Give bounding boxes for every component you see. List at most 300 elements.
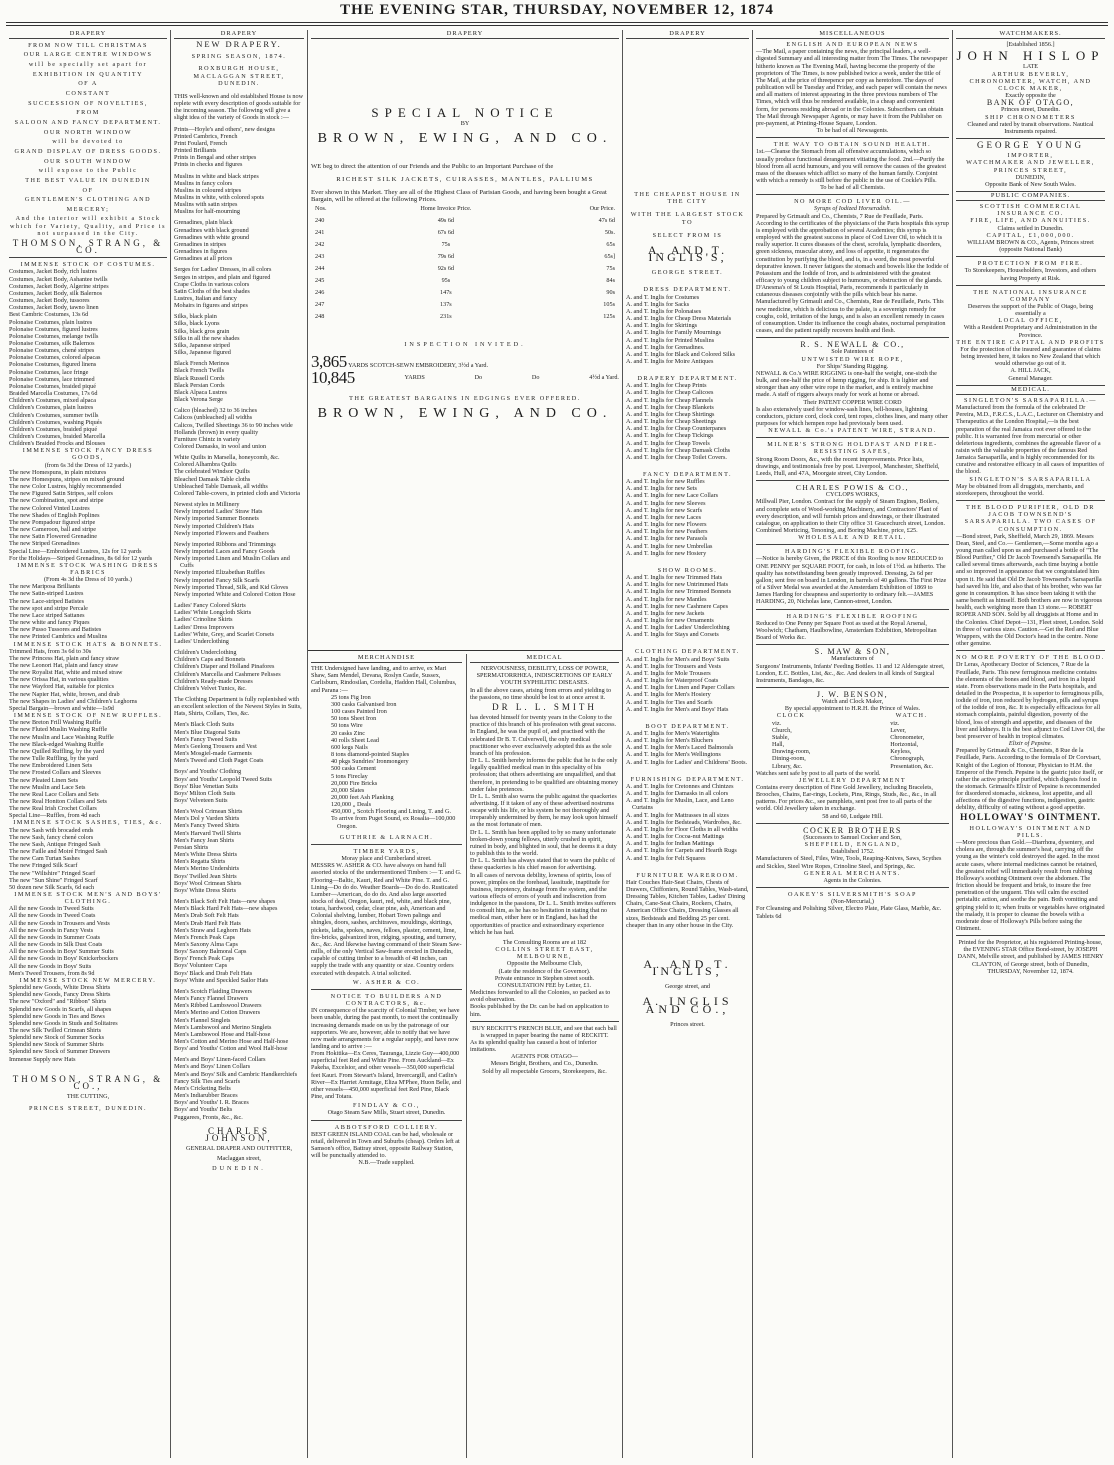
list-item: The new Silk Twilled Crimean Shirts — [9, 1026, 102, 1034]
list-item: The new Muslin and Lace Washing Ruffle — [9, 733, 114, 741]
list-item: A. and T. Inglis for new Scarfs — [626, 506, 703, 514]
list-item: The new Fluted Muslin Washing Ruffle — [9, 726, 108, 734]
list-item: Children's Braided Frocks and Blouses — [9, 440, 106, 448]
list-item: 300 casks Galvanised Iron — [331, 700, 397, 708]
list-item: A. and T. Inglis for Indian Mattings — [626, 840, 715, 848]
line-text: YARDS — [404, 373, 425, 381]
list-item: Splendid new Stock of Summer Shirts — [9, 1041, 104, 1049]
list-item: Polonaise Costumes, figured lustres — [9, 325, 98, 333]
ad-text: Dr L. L. Smith also warns the public against the quackeries advertising. If it taken of any of these advertised nostrums escape with his life, or his system be not thoroughly and irreparably undermined by them, he may look upon himself as the most fortunate of men. — [470, 792, 618, 829]
list-item: The new Black-edged Washing Ruffle — [9, 740, 104, 748]
ad-text: WILLIAM BROWN & CO., Agents, Princes street (opposite National Bank) — [967, 238, 1094, 254]
section-title: IMMENSE STOCK MEN'S AND BOYS' CLOTHING. — [14, 891, 162, 906]
ad-note: To be had of all Chemists. — [820, 184, 885, 192]
list-item: A. and T. Inglis for Mole Trousers — [626, 669, 711, 677]
address: MACLAGGAN STREET, DUNEDIN. — [193, 72, 285, 87]
list-item: Men's Harvard Twill Shirts — [174, 829, 242, 837]
ad-text: —Bond street, Park, Sheffield, March 29, 1869. Messrs Dean, Steel, and Co.— Gentlemen,—Some months ago a young man called upon us and purchased a bottle of "The Blood Purifier," Old Dr Jacob Townsend's Sarsaparilla. He called several times afterwards, each time buying a bottle and so improved in appearance that we congratulated him upon it. He said that Old Dr Jacob Townsend's Sarsaparilla had saved his life, and also that of his brother, who was far gone in consumption. It has since been taking it with the same benefit as himself. Both brothers are now in vigorous health, each weighing more than 13 stone.— ROBERT ROPER AND SON. Sold by all druggists at Home and in the Colonies. Chief Depot—131, Fleet street, London. Sold in three of various sizes. Caution.—Get the Red and Blue Wrappers, with the Old Doctor's head in the centre. None other genuine. — [956, 532, 1104, 648]
goods-list — [9, 827, 167, 891]
ad-text: Medicines forwarded to all the Colonies, so packed as to avoid observation. — [470, 989, 611, 1004]
list-item: Grenadines in figures — [174, 248, 228, 256]
list-item: The new Faille and Moiré Fringed Sash — [9, 848, 108, 856]
list-item: A. and T. Inglis for new Ornaments — [626, 616, 714, 624]
notice-line: GRAND DISPLAY OF DRESS GOODS. — [14, 147, 162, 155]
department-title: BOOT DEPARTMENT. — [645, 722, 730, 730]
list-item: Men's Merino and Cotton Drawers — [174, 1009, 261, 1017]
list-item: viz. — [890, 719, 900, 727]
ad-text: Prepared by Grimault and Co., Chemists, 7 Rue de Feuillade, Paris. According to the certificates of the physicians of the Paris hospitals this syrup is employed with the approbation of several Academies; this syrup is employed with the greatest success in place of Cod Liver Oil, to which it is really superior. It cures diseases of the chest, scrofula, lymphatic disorders, green sickness, muscular atony, and loss of appetite, it regenerates the constitution by purifying the blood, and is, in a word, the most powerful depurative known. It never fatigues the stomach and bowels like the Iodide of Potassium and the Iodide of Iron, and is administered with the greatest efficacy to young children subject to humours, or obstruction of the glands. D'Anesma's of St Louis Hospital, Paris, recommends it particularly in cutaneous diseases conjointly with the pills which bear his name. Manufactured by Grimault and Co., Chemists, Rue de Feuillade, Paris. This new medicine, which is delicious to the palate, is a sovereign remedy for coughs, cold, irritation of the lungs, and is also an excellent remedy in cases of consumption. Under its influence the cough abates, nocturnal perspiration ceases, and the patient rapidly recovers health and flesh. — [756, 212, 949, 335]
list-item: Best Cambric Costumes, 13s 6d — [9, 311, 89, 319]
firm-name: BROWN, EWING, AND CO. — [317, 131, 613, 147]
column-header: MERCHANDISE — [311, 654, 462, 663]
established: [Established 1856.] — [1006, 41, 1055, 49]
column-header: DRAPERY — [311, 30, 619, 39]
ad-text: Surgeons' Instruments, Infants' Feeding Bottles. 11 and 12 Aldersgate street, London, E.C. Bottles, List, &c., &c. And dealers in all kinds of Surgical Instruments, Bandages, &c. — [756, 662, 945, 684]
list-item: Men's Lambswool Hose and Half-hose — [174, 1030, 271, 1038]
list-item: The new Lace striped Sattanes — [9, 611, 85, 619]
list-item: A. and T. Inglis for Black and Colored Silks — [626, 350, 736, 358]
ad-subtitle: Manufacturers of — [831, 655, 874, 663]
section-title: IMMENSE STOCK WASHING DRESS FABRICS — [17, 561, 159, 576]
list-item: Colored Damasks, in wool and union — [174, 442, 267, 450]
list-item: The new Breton Frill Washing Ruffle — [9, 719, 102, 727]
department-list — [626, 730, 749, 766]
ad-subtitle: FIRE, LIFE, AND ANNUITIES. — [970, 217, 1091, 225]
list-item: Calicos (unbleached) all widths — [174, 414, 253, 422]
list-item: Prints in Bengal and other stripes — [174, 154, 257, 162]
list-item: Men's Indiarubber Braces — [174, 1092, 238, 1100]
list-item: Hollands (brown) in every quality — [174, 428, 259, 436]
ad-text: Reduced to One Penny per Square Foot as used at the Royal Arsenal, Woolwich; Chatham, Haulbowline, Amsterdam Exhibition, Metropolitan Board of Works &c. — [756, 619, 937, 642]
department-title: CLOTHING DEPARTMENT. — [635, 648, 740, 656]
goods-list — [174, 768, 304, 804]
ad-title: WITH THE LARGEST STOCK TO — [630, 211, 745, 226]
col-header: Our Price. — [589, 205, 615, 213]
price-cell: 243 — [315, 253, 325, 261]
goods-list — [174, 808, 304, 894]
list-item: Men's Fancy Flannel Drawers — [174, 995, 249, 1003]
list-item: Splendid new Stock of Summer Drawers — [9, 1048, 111, 1056]
list-item: Silks, Japanese figured — [174, 349, 231, 357]
ad-text: has devoted himself for twenty years in the Colony to the practice of this branch of his profession with great success. In England, he was the pupil of, and practised with the celebrated Dr B. T. Culverwell, the only medical practitioner who ever exclusively adopted this as the sole branch of his profession. — [470, 714, 617, 757]
list-item: Puggarees, Fronts, &c., &c. — [174, 1113, 243, 1121]
price-cell: 95s — [441, 277, 451, 285]
department-list — [626, 656, 749, 713]
ad-subtitle: LOCAL OFFICE, — [998, 317, 1063, 325]
list-item: Newly imported Laces and Fancy Goods — [174, 548, 276, 555]
line-text: YARDS SCOTCH-SEWN EMBROIDERY, 3½d a Yard. — [348, 362, 489, 370]
notice-line: GENTLEMEN'S CLOTHING AND — [24, 196, 152, 204]
list-item: Men's Straw and Leghorn Hats — [174, 926, 251, 934]
column-header: MEDICAL — [470, 654, 619, 663]
list-item: The new Tulle Ruffling, by the yard — [9, 755, 99, 763]
rooms-line: The Consulting Rooms are at 182 — [502, 938, 587, 946]
list-item: Children's Marcella and Cashmere Pelisses — [174, 670, 281, 678]
ad-title: HARDING'S FLEXIBLE ROOFING — [786, 612, 919, 620]
goods-list — [174, 988, 304, 1052]
ad-text: Manufactured from the formula of the celebrated Dr Pereira, M.D., F.R.C.S., L.A.C., Lecturer on Chemistry and Therapeutics at the London Hospital,—is the best preparation of the real Jamaica root ever offered to the public. It is warranted free from mercurial or other deleterious ingredients, combines the agreeable flavor of a raisin with the valuable properties of the famous Red Jamaica Sarsaparilla, and is highly recommended for its curative and restorative efficacy in all cases of impurities of the blood. — [956, 404, 1105, 476]
price-row — [311, 287, 619, 299]
notice-line: will be specially set apart for — [28, 60, 148, 68]
list-item: Newly imported Linen and Muslin Collars and Cuffs — [174, 555, 290, 570]
ad-title: OAKEY'S SILVERSMITH'S SOAP — [787, 891, 918, 899]
list-item: Colored Alhambra Quilts — [174, 461, 237, 469]
ad-text: —More precious than Gold.—Diarrhœa, dysentery, and cholera are, through the summer's heat, carrying off the young as the winter's cold destroyed the aged. In the most acute cases, where internal medicines cannot be retained, the greatest relief will immediately result from rubbing Holloway's soothing Ointment over the abdomen. The friction should be frequent and brisk, to insure the free penetration of the unguent. This will calm the excited peristaltic action, and soothe the pain. Both vomiting and griping yield to it; when fruits or vegetables have originated the malady, it is proper to cleanse the bowels with a moderate dose of Holloway's Pills before using the Ointment. — [956, 839, 1105, 932]
list-item: Special Line—Embroidered Lustres, 12s for 12 yards — [9, 547, 142, 555]
list-item: Boys' and Youths' Clothing — [174, 768, 242, 776]
list-item: 8 tons diamond-pointed Staples — [331, 751, 410, 759]
section-title: IMMENSE STOCK SASHES, TIES, &c. — [13, 819, 163, 827]
ad-title: SINGLETON'S SARSAPARILLA — [969, 475, 1092, 483]
list-item: Newly imported Summer Bonnets — [174, 515, 259, 523]
list-item: The new Real Lace Collars and Sets — [9, 790, 99, 798]
notice-line: will be devoted to — [52, 138, 124, 146]
list-item: Children's Velvet Tunics, &c. — [174, 684, 247, 692]
list-item: 20,000 Fire Bricks — [331, 779, 378, 787]
street: GEORGE STREET. — [651, 269, 724, 277]
notice-line: MERCERY; — [66, 205, 110, 213]
ad-title: COCKER BROTHERS — [803, 825, 902, 835]
list-item: Men's Regatta Shirts — [174, 858, 226, 866]
ad-subtitle: Moray place and Cumberland street. — [341, 855, 432, 863]
list-item: Chronograph, — [890, 755, 925, 763]
price-row — [311, 227, 619, 239]
signature: W. ASHER & CO. — [352, 978, 421, 986]
list-item: Keyless, — [890, 748, 912, 756]
ad-subtitle: Established 1752. — [830, 848, 875, 856]
list-item: Men's Mosgiel-made Garments — [174, 750, 252, 758]
imprint: Printed for the Proprietor, at his registered Printing-house, the EVENING STAR Office Bond-street, by JOSEPH DANN, Melville street, and published by JAMES HENRY CLAYTON, of George street, both of Dunedin, THURSDAY, November 12, 1874. — [957, 939, 1104, 975]
trade-title: CHRONOMETER, WATCH, AND CLOCK MAKER, — [969, 77, 1092, 92]
ad-text: —The Mail, a paper containing the news, the principal leaders, a well-digested Summary and all interesting matter from The Times. The newspaper hitherto known as The Evening Mail, having become the property of the proprietors of The Times, is now published twice a week, under the title of The Mail, at the price of threepence per copy as heretofore. The days of publication will be Tuesday and Friday, and each paper will contain the news and all matters of interest appearing in the three previous numbers of The Times, which will thus be rendered available, in a cheap and convenient form, for persons residing abroad or in the Colonies. Subscribers can obtain The Mail through Newspaper Agents, or may have it from the Publisher on pre-payment, at Printing-House Square, London. — [756, 48, 948, 127]
notice-line: OUR SOUTH WINDOW — [44, 157, 132, 165]
list-item: The new Muslin and Lace Sets — [9, 783, 86, 791]
list-item: Lever, — [890, 726, 906, 734]
list-item: Polonaise Costumes, lace trimmed — [9, 375, 95, 383]
ad-title: THE CHEAPEST HOUSE IN THE CITY — [634, 191, 741, 206]
list-item: The new Pompadour figured stripe — [9, 518, 96, 526]
ad-title: NOTICE TO BUILDERS AND CONTRACTORS, &c. — [330, 992, 443, 1008]
department-title: DRAPERY DEPARTMENT. — [637, 375, 738, 383]
column-watchmakers — [953, 30, 1108, 1458]
ad-text: BEST GREEN ISLAND COAL can be had, wholesale or retail, delivered in Town and Suburbs (cheap). Orders left at Samson's office, Battray street, opposite Railway Station, will be punctually attended to. — [311, 1130, 460, 1160]
section-subtitle: (From 4s 3d the Dress of 10 yards.) — [44, 576, 132, 584]
department-title: FANCY DEPARTMENT. — [642, 471, 733, 478]
masthead: THE EVENING STAR, THURSDAY, NOVEMBER 12, 1874 — [340, 2, 774, 18]
goods-list — [174, 649, 304, 692]
list-item: A. and T. Inglis for Waterproof Coats — [626, 677, 719, 685]
windows-notice — [9, 42, 167, 237]
list-item: A. and T. Inglis for Cocoa-nut Mattings — [626, 833, 725, 841]
list-item: The new Cam Turtan Sashes — [9, 855, 80, 863]
list-item: The new Lace-striped Batistes — [9, 597, 85, 605]
department-list — [626, 574, 749, 638]
line-text: Do — [474, 373, 483, 381]
list-item: The new Sash with brocaded ends — [9, 826, 94, 834]
list-item: Prints—Hoyle's and others', new designs — [174, 125, 276, 133]
ad-agents: Messrs Bright, Brothers, and Co., Dunedin. — [490, 1060, 599, 1068]
list-item: 20 casks Zinc — [331, 729, 366, 737]
list-item: Children's Costumes, summer twills — [9, 411, 99, 419]
list-item: Muslins in coloured stripes — [174, 186, 242, 194]
ad-subtitle: Syrups of Iodized Horseradish. — [814, 205, 891, 213]
ad-subtitle: Elixir of Pepsine. — [1008, 740, 1053, 748]
goods-line: RICHEST SILK JACKETS, CUIRASSES, MANTLES, PALLIUMS — [336, 175, 594, 183]
ad-title: R. S. NEWALL & CO., — [800, 340, 905, 350]
price-cell: 105s — [603, 301, 615, 309]
list-item: 20,000 feet Ash Planking — [331, 793, 394, 801]
list-item: Boys' and Youths' Belts — [174, 1106, 233, 1114]
list-item: A. and T. Inglis for Skirtings — [626, 322, 698, 330]
watch-column — [890, 712, 933, 769]
bank-name: BANK OF OTAGO, — [986, 98, 1075, 108]
list-item: Muslins in fancy colors — [174, 179, 233, 187]
ad-title: MILNER'S STRONG HOLDFAST AND FIRE-RESISTING SAFES, — [767, 441, 938, 456]
department-title: DRESS DEPARTMENT. — [643, 286, 732, 294]
list-item: Polonaise Costumes, plain lustres — [9, 318, 93, 326]
firm-name: CHARLES JOHNSON, — [205, 1125, 273, 1143]
line-text: Do — [531, 373, 540, 381]
list-item: Children's Costumes, mixed alpaca — [9, 397, 97, 405]
ad-text: Watches sent safe by post to all parts of the world. — [756, 769, 881, 777]
list-item: 50 tons Wire — [331, 722, 363, 730]
goods-list — [9, 469, 167, 562]
firm-city: DUNEDIN. — [212, 1165, 266, 1173]
list-item: Grenadines, plain black — [174, 219, 233, 227]
list-item: Grenadines at all prices — [174, 255, 233, 263]
list-item: A. and T. Inglis for Cheap Sheetings — [626, 418, 717, 426]
list-item: Costumes, Jacket Body, Ashantee twills — [9, 275, 108, 283]
list-item: A. and T. Inglis for Men's Hosiery — [626, 691, 711, 699]
by-label: BY — [460, 120, 470, 128]
column-header: DRAPERY — [626, 30, 749, 39]
list-item: A. and T. Inglis for new Jackets — [626, 609, 705, 617]
firm-subtitle: THE CUTTING, — [66, 1093, 110, 1101]
list-item: Silks in all the new shades — [174, 334, 240, 342]
list-item: Boys' Wool Crimean Shirts — [174, 879, 242, 887]
column-header: DRAPERY — [9, 30, 167, 39]
list-item: Boys' Blue Venetian Suits — [174, 782, 239, 790]
list-item: Silks, black Lyons — [174, 320, 220, 328]
list-item: All the new Goods in Silk Dust Coats — [9, 941, 103, 949]
late-label: LATE — [1022, 63, 1039, 71]
list-item: Boys' White Dress Shirts — [174, 886, 237, 894]
list-item: Men's Tweed and Cloth Paget Coats — [174, 757, 264, 765]
signature: A. HILL JACK, — [1010, 367, 1051, 375]
list-item: Silks, Japanese striped — [174, 341, 230, 349]
list-item: Muslins in white and black stripes — [174, 172, 259, 180]
list-item: Printed Cambrics, French — [174, 132, 238, 140]
list-item: The new Combination, spot and stripe — [9, 497, 104, 505]
list-item: Men's and Boys' Linen-faced Collars — [174, 1056, 266, 1064]
price-cell: 79s 6d — [437, 253, 455, 261]
list-item: Boys' Twilled Jean Shirts — [174, 872, 237, 880]
price-cell: 65s] — [604, 253, 615, 261]
list-item: The new Sash, Antique Fringed Sash — [9, 840, 101, 848]
list-item: Boys' and Youths' Leopold Tweed Suits — [174, 775, 272, 783]
notice-line: SUCCESSION OF NOVELTIES, — [28, 99, 148, 107]
ad-subtitle: PRINCES STREET, — [993, 166, 1068, 174]
ad-title: ENGLISH AND EUROPEAN NEWS — [786, 41, 919, 49]
ad-text: Prepared by Grimault & Co., Chemists, 8 Rue de la Feuillade, Paris. According to the formula of Dr Corvisart, Knight of the Legion of Honour, Physician to H.M. the Emperor of the French. Pepsine is the gastric juice itself, or rather the active principle purified, which digests food in the stomach. Grimault's Elixir of Pepsine is recommended for disordered stomachs, sickness, lost appetite, and all affections of the digestive functions, indigestion, gastric debility, difficulty of eating without a good appetite. — [956, 747, 1104, 812]
clock-heading: CLOCK — [776, 712, 806, 720]
list-item: Newly imported Thread, Silk, and Kid Gloves — [174, 583, 289, 591]
list-item: A. and T. Inglis for Cheap Counterpanes — [626, 425, 727, 433]
list-item: Immense Supply new Hats — [9, 1055, 76, 1063]
ad-subtitle: (Successors to Samuel Cocker and Son, — [803, 833, 902, 841]
list-item: Black Verona Serge — [174, 396, 223, 404]
list-item: Calico (bleached) 32 to 36 inches — [174, 407, 257, 415]
rooms-line: Private entrance in Stephen street south. — [494, 974, 595, 982]
list-item: To arrive from Puget Sound, ex Rosalia—100,000 Oregon. — [331, 815, 456, 830]
list-item: The new Pleated Linen Sets — [9, 776, 79, 784]
column-header: WATCHMAKERS. — [956, 30, 1105, 39]
ad-title: SINGLETON'S SARSAPARILLA.— — [964, 396, 1097, 404]
list-item: All the new Goods in Trousers and Vests — [9, 919, 110, 927]
ad-subtitle: Claims settled in Dunedin. — [997, 224, 1064, 232]
list-item: The new Shades of English Poplines — [9, 511, 100, 519]
ad-text: Dr L. L. Smith hereby informs the public that he is the only legally qualified medical man in this speciality of his profession; that others advertising are unqualified, and that therefore, in pretending to be qualified are obtaining money under false pretences. — [470, 757, 618, 793]
price-cell: 247 — [315, 301, 325, 309]
department-list — [626, 783, 749, 862]
list-item: Lustres, Italian and fancy — [174, 295, 237, 302]
firm-name: JOHN HISLOP — [956, 48, 1105, 64]
signature-address: Otago Steam Saw Mills, Stuart street, Dunedin. — [327, 1109, 446, 1117]
list-item: A. and T. Inglis for Cheap Damask Cloths — [626, 446, 731, 454]
list-item: The new Printed Cambrics and Muslins — [9, 633, 108, 641]
list-item: A. and T. Inglis for Cheap Shirtings — [626, 410, 715, 418]
list-item: Polonaise Costumes, braided piqué — [9, 382, 96, 390]
section-title: IMMENSE STOCK NEW MERCERY. — [19, 976, 157, 984]
list-item: Splendid new Stock of Summer Socks — [9, 1034, 105, 1042]
list-item: A. and T. Inglis for Carpets and Hearth Rugs — [626, 847, 737, 855]
list-item: Men's Black Cloth Suits — [174, 721, 235, 729]
brown-ewing-special-notice — [308, 30, 622, 650]
goods-list — [174, 1056, 304, 1120]
goods-list — [174, 173, 304, 216]
section-title: IMMENSE STOCK OF COSTUMES. — [20, 261, 156, 269]
section-header: MEDICAL. — [956, 385, 1105, 395]
ad-title: THE WAY TO OBTAIN SOUND HEALTH. — [773, 141, 932, 149]
list-item: A. and T. Inglis for new Sleeves — [626, 499, 706, 507]
list-item: Ladies' Underclothing — [174, 637, 229, 645]
list-item: Men's Flannel Singlets — [174, 1016, 231, 1024]
goods-list — [9, 583, 167, 640]
department-title: SHOW ROOMS. — [657, 566, 718, 574]
list-item: A. and T. Inglis for Cheap Calicoes — [626, 389, 714, 397]
special-notice-title: SPECIAL NOTICE — [371, 105, 559, 121]
ad-subtitle: DUNEDIN, — [1015, 173, 1046, 181]
department-title: FURNITURE WAREROOM. — [636, 871, 739, 879]
ad-subtitle: CAPITAL, £1,000,000. — [986, 231, 1075, 239]
divider — [308, 650, 622, 651]
goods-list — [9, 719, 167, 819]
notice-line: FROM — [76, 109, 100, 117]
list-item: Costumes, Jacket Body, tawno linen — [9, 304, 99, 312]
list-item: Muslins in white, with colored spots — [174, 193, 265, 201]
masthead-rule-2 — [6, 25, 1108, 26]
list-item: Ladies' Dress Improvers — [174, 623, 235, 631]
list-item: Children's Ready-made Dresses — [174, 677, 253, 685]
greatest-bargains: THE GREATEST BARGAINS IN EDGINGS EVER OFFERED. — [349, 394, 581, 402]
firm-name: BROWN, EWING, AND CO. — [317, 405, 613, 421]
list-item: Furniture Chintz in variety — [174, 435, 241, 443]
list-item: All the new Goods in Tweed Coats — [9, 912, 96, 920]
goods-list — [174, 721, 304, 764]
list-item: Newly imported Fancy Silk Scarfs — [174, 576, 260, 584]
list-item: The new Colored Vinted Lustres — [9, 504, 90, 512]
goods-list — [174, 541, 304, 598]
list-item: The new Cameroon, ball and stripe — [9, 526, 96, 534]
goods-list — [174, 360, 304, 403]
list-item: The new Homespuns, in plain mixtures — [9, 468, 107, 476]
list-item: 450,000 „ Scotch Flooring and Lining, T. and G. — [331, 808, 452, 816]
list-item: Newly imported Flowers and Feathers — [174, 529, 269, 537]
list-item: Men's Tweed Trousers, from 8s 9d — [9, 969, 95, 977]
list-item: Children's Costumes, plain lustres — [9, 404, 94, 412]
goods-list — [311, 694, 462, 830]
list-item: Children's Costumes, braided Marcella — [9, 433, 106, 440]
price-cell: 50s. — [604, 229, 615, 237]
list-item: 5 tons Fireclay — [331, 772, 368, 780]
list-item: Costumes, Jacket Body, tussores — [9, 297, 90, 305]
list-item: All the new Goods in Boys' Knickerbockers — [9, 955, 119, 963]
price-cell: 65s — [606, 241, 615, 249]
list-item: Ladies' Crinoline Skirts — [174, 616, 233, 624]
list-item: The new Sash, fancy chené colors — [9, 833, 94, 841]
list-item: Newly imported Ladies' Straw Hats — [174, 508, 263, 516]
section-subtitle: (from 6s 3d the Dress of 12 yards.) — [44, 461, 132, 469]
list-item: A. and T. Inglis for new Hosiery — [626, 549, 707, 557]
list-item: Newly imported Children's Hats — [174, 522, 254, 530]
list-item: 100 cases Painted Iron — [331, 708, 387, 716]
ad-text: With a Resident Proprietary and Administration in the Province. — [963, 324, 1098, 339]
price-table — [311, 203, 619, 323]
section-title: IMMENSE STOCK FANCY DRESS GOODS, — [22, 447, 154, 462]
ad-title: SELECT FROM IS — [652, 231, 723, 239]
ad-text: In all the above cases, arising from errors and yielding to the passions, no time should be lost to at once arrest it. — [470, 686, 612, 701]
list-item: A. and T. Inglis for Ties and Scarfs — [626, 698, 713, 706]
ad-title: HOLLOWAY'S OINTMENT AND PILLS. — [969, 824, 1092, 839]
list-item: Men's Ribbed Lambswool Drawers — [174, 1002, 262, 1010]
notice-line: And the interior will exhibit a Stock which for Variety, Quality, and Price is not surpassed in the City. — [10, 215, 166, 237]
list-item: A. and T. Inglis for new Umbrellas — [626, 542, 713, 550]
list-item: Silks, black gros grain — [174, 327, 230, 335]
rooms-line: COLLINS STREET EAST, MELBOURNE, — [495, 946, 594, 961]
list-item: Men's Dol y Varden Shirts — [174, 815, 240, 823]
price-cell: 75s — [441, 241, 451, 249]
list-item: Satin Cloths of the best shades — [174, 287, 250, 295]
ad-text: 1st.—Cleanse the Stomach from all offensive accumulations, which so usually produce functional derangement vitiating the food. 2nd.—Purify the blood from all acrid humours, and you will remove the causes of the greatest mass of the diseases which afflict so many of the human family. Conjoint with which a remedy is still before the public in the use of Cockle's Pills. — [756, 148, 947, 184]
list-item: Boys' White and Speckled Sailor Hats — [174, 976, 269, 984]
list-item: Costumes, Jacket Body, silk Balernos — [9, 289, 103, 297]
list-item: The new Shapes in Ladies' and Children's Leghorns — [9, 697, 138, 705]
rooms-line: (Late the residence of the Governor). — [498, 967, 591, 975]
ad-title: S. MAW & SON, — [814, 647, 891, 657]
price-cell: 240 — [315, 217, 325, 225]
list-item: The new Satin-striped Lustres — [9, 590, 84, 598]
list-item: Drawing-room, — [772, 748, 811, 756]
ad-title: HARDING'S FLEXIBLE ROOFING. — [785, 548, 920, 556]
masthead-rule — [6, 22, 1108, 23]
list-item: The new Real Honiton Collars and Sets — [9, 797, 107, 805]
firm-address: Maclaggan street, — [217, 1155, 261, 1163]
list-item: Men's French Peak Caps — [174, 933, 236, 941]
notice-line: EXHIBITION IN QUANTITY — [32, 70, 144, 78]
list-item: Men's and Boys' Silk and Cambric Handkerchiefs — [174, 1070, 298, 1078]
goods-list — [9, 268, 167, 447]
list-item: Men's Drab Soft Felt Hats — [174, 912, 239, 920]
